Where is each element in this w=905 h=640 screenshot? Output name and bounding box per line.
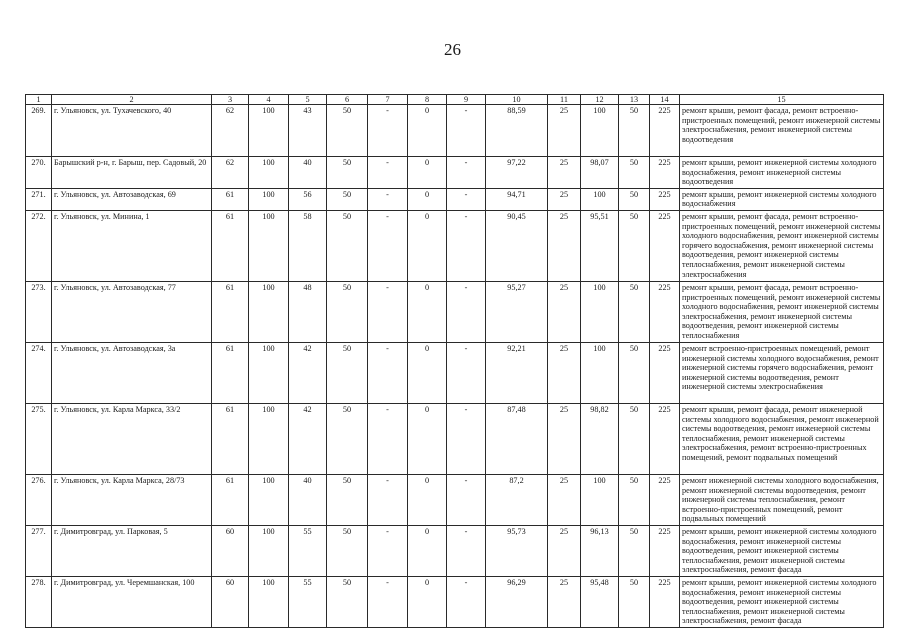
cell-col7: -: [368, 157, 408, 189]
cell-col10: 95,73: [486, 525, 548, 576]
cell-col9: -: [447, 210, 486, 281]
register-table: [25, 94, 884, 628]
cell-col6: 50: [327, 281, 368, 342]
row-number: 270.: [26, 157, 52, 189]
column-header: 4: [249, 95, 289, 105]
cell-col10: 87,2: [486, 474, 548, 525]
cell-col8: 0: [408, 525, 447, 576]
cell-col9: -: [447, 403, 486, 474]
row-address: Барышский р-н, г. Барыш, пер. Садовый, 20: [52, 157, 212, 189]
cell-col6: 50: [327, 525, 368, 576]
cell-col10: 96,29: [486, 576, 548, 627]
cell-col13: 50: [619, 281, 650, 342]
cell-col11: 25: [548, 210, 581, 281]
table-row: [26, 157, 884, 189]
cell-col13: 50: [619, 188, 650, 210]
table-row: [26, 105, 884, 157]
cell-col5: 42: [289, 403, 327, 474]
row-address: г. Димитровград, ул. Черемшанская, 100: [52, 576, 212, 627]
cell-col8: 0: [408, 474, 447, 525]
cell-col7: -: [368, 105, 408, 157]
column-header: 15: [680, 95, 884, 105]
header-row: [26, 95, 884, 105]
cell-col6: 50: [327, 474, 368, 525]
row-number: 275.: [26, 403, 52, 474]
row-address: г. Ульяновск, ул. Карла Маркса, 33/2: [52, 403, 212, 474]
column-header: 1: [26, 95, 52, 105]
cell-col14: 225: [650, 157, 680, 189]
cell-col14: 225: [650, 210, 680, 281]
row-number: 277.: [26, 525, 52, 576]
row-address: г. Ульяновск, ул. Минина, 1: [52, 210, 212, 281]
cell-col11: 25: [548, 525, 581, 576]
row-works: ремонт крыши, ремонт фасада, ремонт встроенно-пристроенных помещений, ремонт инженерной системы холодного водоснабжения, ремонт инженерной системы горячего водоснабжения, ремонт инженерной системы водоотведения, ремонт инженерной системы теплоснабжения, ремонт инженерной системы электроснабжения: [680, 210, 884, 281]
cell-col10: 95,27: [486, 281, 548, 342]
cell-col5: 40: [289, 474, 327, 525]
cell-col8: 0: [408, 576, 447, 627]
row-number: 276.: [26, 474, 52, 525]
cell-col5: 42: [289, 342, 327, 403]
cell-col12: 100: [581, 474, 619, 525]
column-header: 6: [327, 95, 368, 105]
cell-col5: 43: [289, 105, 327, 157]
column-header: 13: [619, 95, 650, 105]
row-works: ремонт крыши, ремонт фасада, ремонт встроенно-пристроенных помещений, ремонт инженерной системы электроснабжения, ремонт инженерной системы водоотведения: [680, 105, 884, 157]
cell-col13: 50: [619, 105, 650, 157]
cell-col14: 225: [650, 474, 680, 525]
cell-col6: 50: [327, 188, 368, 210]
cell-col13: 50: [619, 525, 650, 576]
cell-col10: 87,48: [486, 403, 548, 474]
cell-col11: 25: [548, 403, 581, 474]
table-row: [26, 403, 884, 474]
cell-col5: 56: [289, 188, 327, 210]
table-row: [26, 342, 884, 403]
cell-col12: 95,48: [581, 576, 619, 627]
cell-col4: 100: [249, 525, 289, 576]
cell-col13: 50: [619, 403, 650, 474]
cell-col4: 100: [249, 576, 289, 627]
column-header: 8: [408, 95, 447, 105]
cell-col5: 55: [289, 525, 327, 576]
cell-col7: -: [368, 576, 408, 627]
cell-col8: 0: [408, 210, 447, 281]
cell-col6: 50: [327, 210, 368, 281]
row-address: г. Ульяновск, ул. Автозаводская, 3а: [52, 342, 212, 403]
column-header: 5: [289, 95, 327, 105]
cell-col4: 100: [249, 342, 289, 403]
cell-col8: 0: [408, 157, 447, 189]
cell-col10: 90,45: [486, 210, 548, 281]
cell-col13: 50: [619, 157, 650, 189]
column-header: 2: [52, 95, 212, 105]
column-header: 7: [368, 95, 408, 105]
row-number: 274.: [26, 342, 52, 403]
cell-col5: 48: [289, 281, 327, 342]
cell-col6: 50: [327, 342, 368, 403]
cell-col14: 225: [650, 281, 680, 342]
cell-col10: 88,59: [486, 105, 548, 157]
table-row: [26, 281, 884, 342]
cell-col11: 25: [548, 281, 581, 342]
cell-col7: -: [368, 525, 408, 576]
cell-col9: -: [447, 157, 486, 189]
cell-col9: -: [447, 525, 486, 576]
cell-col14: 225: [650, 105, 680, 157]
cell-col9: -: [447, 474, 486, 525]
cell-col12: 100: [581, 105, 619, 157]
cell-col3: 61: [212, 474, 249, 525]
row-works: ремонт крыши, ремонт инженерной системы холодного водоснабжения, ремонт инженерной системы водоотведения, ремонт инженерной системы теплоснабжения, ремонт инженерной системы электроснабжения, ремонт фасада: [680, 525, 884, 576]
cell-col6: 50: [327, 576, 368, 627]
row-works: ремонт инженерной системы холодного водоснабжения, ремонт инженерной системы водоотведения, ремонт инженерной системы теплоснабжения, ремонт встроенно-пристроенных помещений, ремонт подвальных помещений: [680, 474, 884, 525]
cell-col11: 25: [548, 342, 581, 403]
cell-col3: 62: [212, 157, 249, 189]
cell-col8: 0: [408, 105, 447, 157]
cell-col14: 225: [650, 188, 680, 210]
cell-col6: 50: [327, 403, 368, 474]
cell-col11: 25: [548, 105, 581, 157]
cell-col12: 100: [581, 342, 619, 403]
cell-col10: 97,22: [486, 157, 548, 189]
row-works: ремонт встроенно-пристроенных помещений, ремонт инженерной системы холодного водоснабжения, ремонт инженерной системы горячего водоснабжения, ремонт инженерной системы водоотведения, ремонт инженерной системы электроснабжения: [680, 342, 884, 403]
row-number: 272.: [26, 210, 52, 281]
cell-col13: 50: [619, 576, 650, 627]
row-works: ремонт крыши, ремонт фасада, ремонт встроенно-пристроенных помещений, ремонт инженерной системы холодного водоснабжения, ремонт инженерной системы электроснабжения, ремонт инженерной системы водоотведения, ремонт инженерной системы теплоснабжения: [680, 281, 884, 342]
cell-col12: 96,13: [581, 525, 619, 576]
cell-col5: 55: [289, 576, 327, 627]
cell-col3: 61: [212, 210, 249, 281]
cell-col14: 225: [650, 525, 680, 576]
cell-col14: 225: [650, 576, 680, 627]
cell-col4: 100: [249, 188, 289, 210]
cell-col3: 60: [212, 525, 249, 576]
cell-col14: 225: [650, 403, 680, 474]
row-address: г. Ульяновск, ул. Тухачевского, 40: [52, 105, 212, 157]
cell-col7: -: [368, 210, 408, 281]
cell-col9: -: [447, 576, 486, 627]
row-number: 271.: [26, 188, 52, 210]
cell-col7: -: [368, 342, 408, 403]
cell-col3: 61: [212, 403, 249, 474]
row-address: г. Ульяновск, ул. Автозаводская, 69: [52, 188, 212, 210]
cell-col9: -: [447, 188, 486, 210]
row-number: 269.: [26, 105, 52, 157]
cell-col7: -: [368, 281, 408, 342]
row-works: ремонт крыши, ремонт инженерной системы холодного водоснабжения: [680, 188, 884, 210]
cell-col9: -: [447, 281, 486, 342]
cell-col9: -: [447, 342, 486, 403]
table-row: [26, 576, 884, 627]
row-number: 273.: [26, 281, 52, 342]
cell-col9: -: [447, 105, 486, 157]
cell-col8: 0: [408, 188, 447, 210]
cell-col12: 95,51: [581, 210, 619, 281]
cell-col11: 25: [548, 157, 581, 189]
cell-col10: 94,71: [486, 188, 548, 210]
cell-col7: -: [368, 403, 408, 474]
cell-col3: 61: [212, 342, 249, 403]
cell-col4: 100: [249, 474, 289, 525]
cell-col4: 100: [249, 210, 289, 281]
cell-col6: 50: [327, 105, 368, 157]
cell-col12: 100: [581, 281, 619, 342]
column-header: 3: [212, 95, 249, 105]
cell-col3: 61: [212, 188, 249, 210]
column-header: 10: [486, 95, 548, 105]
row-works: ремонт крыши, ремонт инженерной системы холодного водоснабжения, ремонт инженерной системы водоотведения, ремонт инженерной системы теплоснабжения, ремонт инженерной системы электроснабжения, ремонт фасада: [680, 576, 884, 627]
cell-col5: 40: [289, 157, 327, 189]
cell-col3: 61: [212, 281, 249, 342]
cell-col14: 225: [650, 342, 680, 403]
cell-col7: -: [368, 188, 408, 210]
table-row: [26, 525, 884, 576]
cell-col8: 0: [408, 342, 447, 403]
cell-col3: 60: [212, 576, 249, 627]
cell-col8: 0: [408, 281, 447, 342]
column-header: 9: [447, 95, 486, 105]
cell-col13: 50: [619, 474, 650, 525]
cell-col8: 0: [408, 403, 447, 474]
table-row: [26, 210, 884, 281]
cell-col12: 98,82: [581, 403, 619, 474]
cell-col11: 25: [548, 576, 581, 627]
cell-col10: 92,21: [486, 342, 548, 403]
cell-col12: 98,07: [581, 157, 619, 189]
cell-col3: 62: [212, 105, 249, 157]
cell-col11: 25: [548, 474, 581, 525]
cell-col4: 100: [249, 403, 289, 474]
column-header: 11: [548, 95, 581, 105]
row-address: г. Димитровград, ул. Парковая, 5: [52, 525, 212, 576]
cell-col12: 100: [581, 188, 619, 210]
cell-col4: 100: [249, 281, 289, 342]
cell-col6: 50: [327, 157, 368, 189]
row-address: г. Ульяновск, ул. Карла Маркса, 28/73: [52, 474, 212, 525]
cell-col4: 100: [249, 157, 289, 189]
cell-col11: 25: [548, 188, 581, 210]
column-header: 14: [650, 95, 680, 105]
cell-col13: 50: [619, 342, 650, 403]
table-row: [26, 188, 884, 210]
page-number: 26: [444, 40, 461, 59]
row-number: 278.: [26, 576, 52, 627]
table-row: [26, 474, 884, 525]
row-works: ремонт крыши, ремонт инженерной системы холодного водоснабжения, ремонт инженерной системы водоотведения: [680, 157, 884, 189]
cell-col5: 58: [289, 210, 327, 281]
row-address: г. Ульяновск, ул. Автозаводская, 77: [52, 281, 212, 342]
cell-col7: -: [368, 474, 408, 525]
cell-col13: 50: [619, 210, 650, 281]
column-header: 12: [581, 95, 619, 105]
cell-col4: 100: [249, 105, 289, 157]
row-works: ремонт крыши, ремонт фасада, ремонт инженерной системы холодного водоснабжения, ремонт инженерной системы водоотведения, ремонт инженерной системы теплоснабжения, ремонт инженерной системы электроснабжения, ремонт встроенно-пристроенных помещений, ремонт подвальных помещений: [680, 403, 884, 474]
